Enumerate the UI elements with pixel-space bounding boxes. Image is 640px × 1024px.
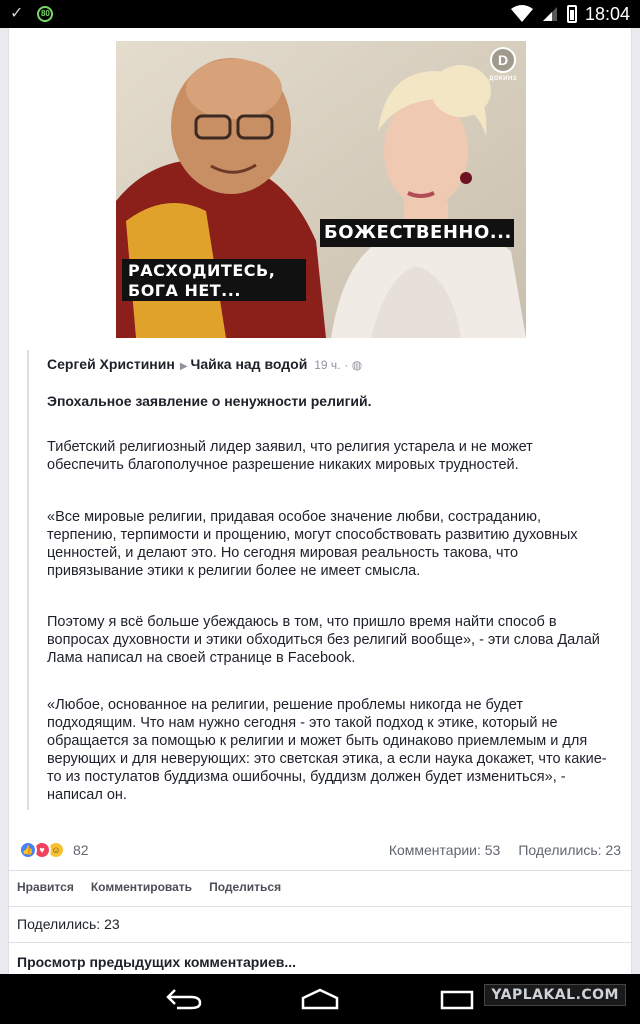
- post-card: [8, 28, 632, 974]
- battery-icon: [567, 5, 577, 23]
- globe-icon: · ◍: [344, 358, 363, 372]
- group-link[interactable]: Чайка над водой: [190, 356, 308, 372]
- post-paragraph: Тибетский религиозный лидер заявил, что религия устарела и не может обеспечить благополучное разрешение никаких мировых трудностей.: [47, 439, 533, 473]
- divider: [9, 942, 633, 943]
- caption-line-1: РАСХОДИТЕСЬ,: [128, 261, 276, 280]
- recent-apps-icon[interactable]: [440, 986, 474, 1012]
- share-button[interactable]: Поделиться: [209, 880, 282, 894]
- signal-icon: [541, 5, 559, 23]
- shared-post: [27, 350, 623, 810]
- divider: [9, 906, 633, 907]
- shared-count-row[interactable]: Поделились: 23: [17, 916, 120, 932]
- view-previous-comments-link[interactable]: Просмотр предыдущих комментариев...: [17, 954, 297, 970]
- post-paragraph: «Любое, основанное на религии, решение проблемы никогда не будет подходящим. Что нам нужно сегодня - это такой подход к этике, который не обращается за помощью к религии и может быть одинаково приемлемым и для верующих и для неверующих: это светская этика, а если наука докажет, что какие-то из постулатов буддизма ошибочны, буддизм должен будет измениться», - написал он.: [47, 697, 607, 803]
- comment-button[interactable]: Комментировать: [90, 880, 193, 894]
- shares-count[interactable]: Поделились: 23: [518, 842, 621, 858]
- author-link[interactable]: Сергей Христинин: [47, 356, 175, 372]
- back-icon[interactable]: [165, 986, 203, 1012]
- shared-post-header: [47, 354, 607, 374]
- reactions-count: 82: [73, 842, 89, 858]
- post-image[interactable]: [116, 41, 526, 338]
- post-paragraph: Поэтому я всё больше убеждаюсь в том, что пришло время найти способ в вопросах духовности и этики обходиться без религий вообще», - эти слова Далай Лама написал на своей странице в Facebook.: [47, 614, 600, 666]
- meme-caption-left: [122, 259, 306, 301]
- post-title: Эпохальное заявление о ненужности религий.: [47, 393, 372, 409]
- reactions-summary[interactable]: [19, 840, 89, 860]
- divider: [9, 870, 633, 871]
- caption-line-2: БОГА НЕТ...: [128, 281, 241, 300]
- post-stats: [389, 840, 621, 860]
- check-icon: ✓: [10, 5, 24, 22]
- like-reaction-icon: 👍: [19, 841, 37, 859]
- post-paragraph: «Все мировые религии, придавая особое значение любви, состраданию, терпению, терпимости и прощению, могут способствовать развитию духовных ценностей, и делают это. Но сегодня мировая реальность такова, что привязывание этики к религии более не имеет смысла.: [47, 509, 578, 579]
- love-reaction-icon: ♥: [33, 841, 51, 859]
- badge-icon: 80: [37, 6, 53, 22]
- meme-caption-right: БОЖЕСТВЕННО...: [320, 219, 514, 247]
- wifi-icon: [511, 5, 533, 23]
- watermark: YAPLAKAL.COM: [484, 984, 626, 1006]
- arrow-right-icon: ▶: [179, 361, 188, 372]
- clock: 18:04: [584, 4, 630, 24]
- status-bar: [0, 0, 640, 28]
- action-bar: [17, 878, 281, 896]
- dokinz-logo: D ДОКИНЗ: [488, 47, 518, 83]
- navigation-bar: [0, 974, 640, 1024]
- comments-count[interactable]: Комментарии: 53: [388, 842, 501, 858]
- haha-reaction-icon: ☺: [47, 841, 65, 859]
- home-icon[interactable]: [300, 986, 340, 1012]
- post-time[interactable]: 19 ч.: [314, 358, 341, 372]
- like-button[interactable]: Нравится: [17, 880, 74, 894]
